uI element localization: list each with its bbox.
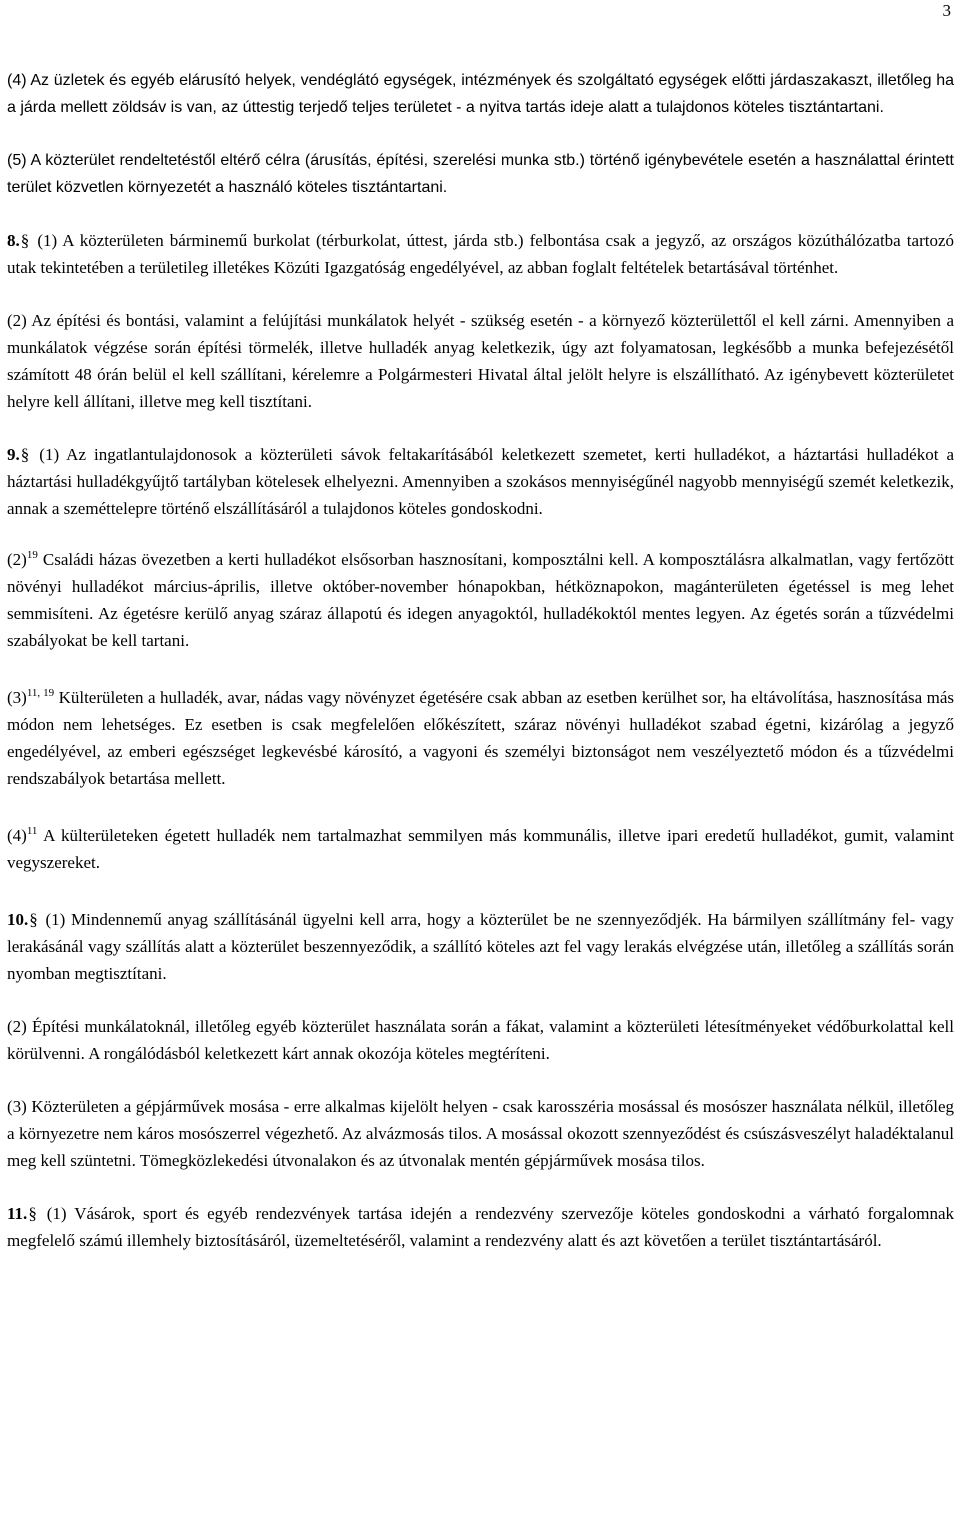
paragraph-text: (3) Közterületen a gépjárművek mosása - erre alkalmas kijelölt helyen - csak karosszéria mosással és mosószer használata nélkül, illetőleg a környezetre nem káros mosószerrel végezhető. Az alvázmosás tilos. A mosással okozott szennyeződést és csúszásveszélyt haladéktalanul meg kell szüntetni. Tömegközlekedési útvonalakon és az útvonalak mentén gépjárművek mosása tilos. — [7, 1097, 954, 1170]
section-10-paragraph-2 — [7, 1013, 954, 1067]
paragraph-text: (1) A közterületen bárminemű burkolat (térburkolat, úttest, járda stb.) felbontása csak a jegyző, az országos közúthálózatba tartozó utak tekintetében a területileg illetékes Közúti Igazgatóság engedélyével, az abban foglalt feltételek betartásával történhet. — [7, 231, 955, 277]
footnote-reference: 11, 19 — [26, 687, 55, 699]
section-8-paragraph-2 — [7, 307, 954, 415]
section-number: 11. — [7, 1204, 28, 1223]
footnote-reference: 19 — [26, 549, 38, 561]
paragraph-text: (1) Vásárok, sport és egyéb rendezvények tartása idején a rendezvény szervezője köteles gondoskodni a várható forgalomnak megfelelő számú illemhely biztosításáról, üzemeltetéséről, valamint a rendezvény alatt és azt követően a terület tisztántartásáról. — [7, 1204, 954, 1250]
section-11-paragraph-1 — [7, 1200, 954, 1254]
paragraph-text: (1) Az ingatlantulajdonosok a közterületi sávok feltakarításából keletkezett szemetet, kerti hulladékot, a háztartási hulladékot a háztartási hulladékgyűjtő tartályban kötelesek elhelyezni. Amennyiben a szokásos mennyiségűnél nagyobb mennyiségű szemét keletkezik, annak a szeméttelepre történő elszállításáról a tulajdonos köteles gondoskodni. — [7, 445, 955, 518]
section-9-paragraph-2 — [7, 546, 954, 654]
paragraph-text: Külterületen a hulladék, avar, nádas vagy növényzet égetésére csak abban az esetben kerülhet sor, ha eltávolítása, hasznosítása más módon nem lehetséges. Ez esetben is csak megfelelően előkészített, száraz növényi hulladékot szabad égetni, kizárólag a jegyző engedélyével, az emberi egészséget legkevésbé károsító, a vagyoni és személyi biztonságot nem veszélyeztető módon és a tűzvédelmi rendszabályok betartása mellett. — [7, 688, 955, 788]
paragraph-text: (2) Építési munkálatoknál, illetőleg egyéb közterület használata során a fákat, valamint a közterületi létesítményeket védőburkolattal kell körülvenni. A rongálódásból keletkezett kárt annak okozója köteles megtéríteni. — [7, 1017, 954, 1063]
section-number: 10. — [7, 910, 29, 929]
paragraph-text: (5) A közterület rendeltetéstől eltérő célra (árusítás, építési, szerelési munka stb.) történő igénybevétele esetén a használattal érintett terület közvetlen környezetét a használó köteles tisztántartani. — [7, 152, 954, 196]
section-10-paragraph-3 — [7, 1093, 954, 1174]
section-symbol: § — [20, 445, 30, 464]
section-symbol: § — [28, 1204, 37, 1223]
section-8-paragraph-1 — [7, 227, 954, 281]
page-number: 3 — [942, 1, 951, 20]
paragraph-text: (4) Az üzletek és egyéb elárusító helyek, vendéglátó egységek, intézmények és szolgáltató egységek előtti járdaszakaszt, illetőleg ha a járda mellett zöldsáv is van, az úttestig terjedő teljes területet - a nyitva tartás ideje alatt a tulajdonos köteles tisztántartani. — [7, 72, 954, 116]
paragraph-prefix: (4) — [7, 826, 27, 845]
paragraph-7-4 — [7, 67, 954, 121]
footnote-reference: 11 — [26, 825, 38, 837]
paragraph-prefix: (3) — [7, 688, 27, 707]
section-symbol: § — [20, 231, 30, 250]
section-9-paragraph-4 — [7, 822, 954, 876]
section-10-paragraph-1 — [7, 906, 954, 987]
paragraph-text: Családi házas övezetben a kerti hulladékot elsősorban hasznosítani, komposztálni kell. A komposztálásra alkalmatlan, vagy fertőzött növényi hulladékot március-április, illetve október-november hónapokban, hétköznapokon, magánterületen égetéssel is meg lehet semmisíteni. Az égetésre kerülő anyag száraz állapotú és idegen anyagoktól, hulladékoktól mentes legyen. Az égetés során a tűzvédelmi szabályokat be kell tartani. — [7, 550, 954, 650]
section-symbol: § — [29, 910, 38, 929]
paragraph-7-5 — [7, 147, 954, 201]
paragraph-text: (1) Mindennemű anyag szállításánál ügyelni kell arra, hogy a közterület be ne szennyeződjék. Ha bármilyen szállítmány fel- vagy lerakásánál vagy szállítás alatt a közterület beszennyeződik, a szállító köteles azt fel vagy lerakás elvégzése után, illetőleg a szállítás során nyomban megtisztítani. — [7, 910, 955, 983]
paragraph-text: A külterületeken égetett hulladék nem tartalmazhat semmilyen más kommunális, illetve ipari eredetű hulladékot, gumit, valamint vegyszereket. — [7, 826, 955, 872]
paragraph-text: (2) Az építési és bontási, valamint a felújítási munkálatok helyét - szükség esetén - a környező közterülettől el kell zárni. Amennyiben a munkálatok végzése során építési törmelék, illetve hulladék anyag keletkezik, úgy azt folyamatosan, legkésőbb a munka befejezésétől számított 48 órán belül el kell szállítani, kérelemre a Polgármesteri Hivatal által jelölt helyre is elszállítható. Az igénybevett közterületet helyre kell állítani, illetve meg kell tisztítani. — [7, 311, 954, 411]
section-number: 9. — [7, 445, 20, 464]
paragraph-prefix: (2) — [7, 550, 27, 569]
section-9-paragraph-3 — [7, 684, 954, 792]
section-9-paragraph-1 — [7, 441, 954, 522]
section-number: 8. — [7, 231, 20, 250]
document-body — [7, 67, 954, 1254]
